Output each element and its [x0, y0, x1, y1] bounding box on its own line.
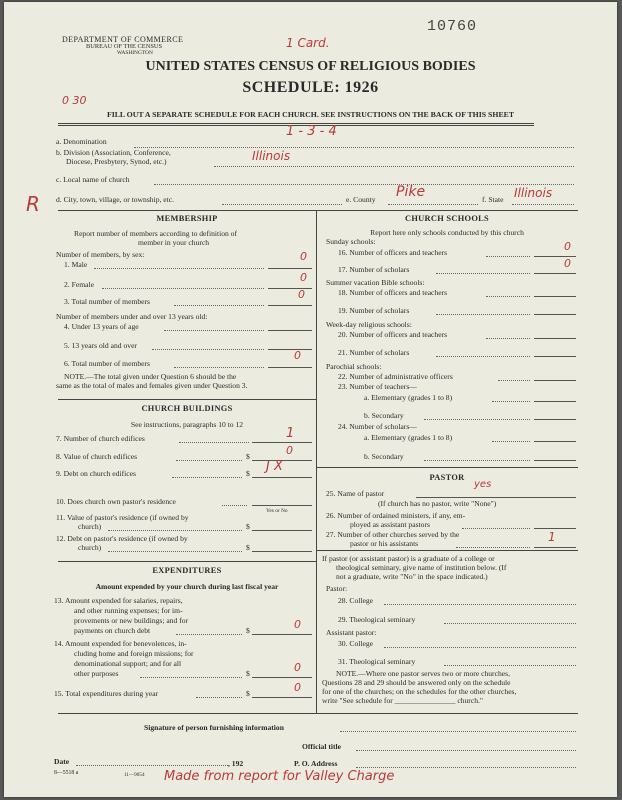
q17-leader — [436, 273, 530, 274]
q9-answer-line[interactable] — [252, 477, 312, 478]
q20-label: 20. Number of officers and teachers — [338, 330, 448, 339]
membership-title: MEMBERSHIP — [156, 214, 218, 223]
q24b-leader — [424, 460, 530, 461]
instructions-line: FILL OUT A SEPARATE SCHEDULE FOR EACH CHURCH. SEE INSTRUCTIONS ON THE BACK OF THIS SHEET — [106, 110, 515, 119]
q13-dollar: $ — [246, 626, 250, 635]
expenditures-title: EXPENDITURES — [152, 566, 222, 575]
q11-label: 11. Value of pastor's residence (if owned by — [56, 513, 189, 522]
parochial-schools-label: Parochial schools: — [326, 362, 382, 371]
handwritten-q13: 0 — [294, 618, 301, 631]
q3-answer-line[interactable] — [268, 305, 312, 306]
handwritten-denomination: 1 - 3 - 4 — [286, 124, 337, 139]
membership-intro: Report number of members according to definition of — [74, 229, 238, 238]
q18-leader — [486, 296, 530, 297]
handwritten-q3: 0 — [298, 288, 305, 301]
q24b-label: b. Secondary — [364, 452, 404, 461]
q31-answer-line[interactable] — [444, 665, 576, 666]
schedule-title: SCHEDULE: 1926 — [242, 79, 379, 96]
q23a-label: a. Elementary (grades 1 to 8) — [364, 393, 453, 402]
q21-answer-line[interactable] — [534, 356, 576, 357]
official-title-label: Official title — [302, 742, 342, 751]
handwritten-footer-note: Made from report for Valley Charge — [164, 769, 395, 784]
field-division-label: b. Division (Association, Conference, — [56, 148, 171, 157]
division-line[interactable] — [214, 166, 574, 167]
handwritten-card: 1 Card. — [286, 36, 330, 50]
q13-answer-line[interactable] — [252, 634, 312, 635]
q31-label: 31. Theological seminary — [338, 657, 416, 666]
field-church-name-label: c. Local name of church — [56, 175, 130, 184]
membership-note-2: same as the total of males and females given under Question 3. — [56, 381, 248, 390]
q13-leader — [176, 634, 242, 635]
q24a-label: a. Elementary (grades 1 to 8) — [364, 433, 453, 442]
field-state-label: f. State — [482, 195, 504, 204]
q27-label: 27. Number of other churches served by the — [326, 530, 460, 539]
q1-label: 1. Male — [64, 260, 88, 269]
q5-answer-line[interactable] — [268, 349, 312, 350]
grid-top-rule — [58, 210, 578, 211]
q25-label: 25. Name of pastor — [326, 489, 385, 498]
pastor-note-2: Questions 28 and 29 should be answered only on the schedule — [322, 678, 511, 687]
q25-hint: (If church has no pastor, write "None") — [378, 499, 497, 508]
q21-label: 21. Number of scholars — [338, 348, 410, 357]
q2-leader — [102, 288, 264, 289]
form-code: 8—5518 a — [54, 770, 79, 776]
q12-label-2: church) — [78, 543, 102, 552]
q22-label: 22. Number of administrative officers — [338, 372, 453, 381]
q14-label: 14. Amount expended for benevolences, in- — [54, 639, 187, 648]
q1-answer-line[interactable] — [268, 268, 312, 269]
q24a-leader — [492, 441, 530, 442]
q4-leader — [164, 330, 264, 331]
q8-label: 8. Value of church edifices — [56, 452, 138, 461]
graduate-note-2: theological seminary, give name of institution below. (If — [336, 563, 507, 572]
church-name-line[interactable] — [154, 184, 574, 185]
q2-answer-line[interactable] — [268, 288, 312, 289]
q11-leader — [108, 530, 242, 531]
q18-label: 18. Number of officers and teachers — [338, 288, 448, 297]
q4-label: 4. Under 13 years of age — [64, 322, 139, 331]
q22-leader — [498, 380, 530, 381]
q23b-label: b. Secondary — [364, 411, 404, 420]
bureau-label: BUREAU OF THE CENSUS — [86, 43, 163, 50]
q1-leader — [94, 268, 264, 269]
q13-label: 13. Amount expended for salaries, repairs, — [54, 596, 183, 605]
q24-label: 24. Number of scholars— — [338, 422, 417, 431]
form-title: UNITED STATES CENSUS OF RELIGIOUS BODIES — [145, 59, 476, 74]
q23-label: 23. Number of teachers— — [338, 382, 417, 391]
city-line[interactable] — [222, 204, 342, 205]
q24a-answer-line[interactable] — [534, 441, 576, 442]
q23b-leader — [424, 419, 530, 420]
q30-label: 30. College — [338, 639, 374, 648]
sunday-schools-label: Sunday schools: — [326, 237, 376, 246]
q11-dollar: $ — [246, 522, 250, 531]
buildings-bottom-rule — [58, 561, 316, 562]
q11-label-2: church) — [78, 522, 102, 531]
q26-answer-line[interactable] — [534, 528, 576, 529]
q26-label-2: ployed as assistant pastors — [350, 520, 430, 529]
q12-answer-line[interactable] — [252, 551, 312, 552]
q15-answer-line[interactable] — [252, 697, 312, 698]
q16-leader — [486, 256, 530, 257]
q19-leader — [436, 314, 530, 315]
handwritten-q27: 1 — [548, 530, 556, 544]
handwritten-division: Illinois — [252, 149, 291, 163]
q14-dollar: $ — [246, 669, 250, 678]
q6-leader — [174, 367, 264, 368]
handwritten-q16: 0 — [564, 240, 571, 253]
handwritten-q25: yes — [474, 479, 492, 490]
pastor-note-4: write "See schedule for ________________ church." — [322, 696, 483, 705]
q30-answer-line[interactable] — [384, 647, 576, 648]
membership-intro-2: member in your church — [138, 238, 210, 247]
handwritten-margin-mark: R — [26, 192, 40, 216]
pastor-sub-label: Pastor: — [326, 584, 348, 593]
yes-no-hint: Yes or No — [266, 508, 288, 514]
schools-bottom-rule — [316, 467, 578, 468]
denomination-line[interactable] — [134, 147, 574, 148]
q14-label-3: denominational support; and for all — [74, 659, 182, 668]
field-division-label-2: Diocese, Presbytery, Synod, etc.) — [66, 157, 167, 166]
q22-answer-line[interactable] — [534, 380, 576, 381]
city-label: WASHINGTON — [117, 50, 153, 56]
q9-leader — [172, 477, 242, 478]
field-denomination-label: a. Denomination — [56, 137, 107, 146]
handwritten-state: Illinois — [514, 186, 553, 200]
pastor-note: NOTE.—Where one pastor serves two or more churches, — [336, 669, 510, 678]
q27-answer-line[interactable] — [534, 547, 576, 548]
date-line[interactable] — [76, 765, 228, 766]
q14-leader — [140, 677, 242, 678]
q26-leader — [462, 528, 530, 529]
grid-center-rule — [316, 210, 317, 713]
q26-label: 26. Number of ordained ministers, if any, em- — [326, 511, 466, 520]
q15-leader — [196, 697, 242, 698]
grid-bottom-rule — [58, 713, 578, 714]
q23b-answer-line[interactable] — [534, 419, 576, 420]
q23a-answer-line[interactable] — [534, 401, 576, 402]
q3-label: 3. Total number of members — [64, 297, 151, 306]
pastor-mid-rule — [316, 550, 578, 551]
q6-label: 6. Total number of members — [64, 359, 151, 368]
q16-label: 16. Number of officers and teachers — [338, 248, 448, 257]
q2-label: 2. Female — [64, 280, 94, 289]
expenditures-subtitle: Amount expended by your church during last fiscal year — [95, 582, 279, 591]
q6-answer-line[interactable] — [268, 367, 312, 368]
form-number: 10760 — [427, 18, 478, 35]
q3-leader — [174, 305, 264, 306]
q28-answer-line[interactable] — [384, 604, 576, 605]
q13-label-4: payments on church debt — [74, 626, 151, 635]
q19-answer-line[interactable] — [534, 314, 576, 315]
buildings-subtitle: See instructions, paragraphs 10 to 12 — [130, 420, 244, 429]
q24b-answer-line[interactable] — [534, 460, 576, 461]
handwritten-q14: 0 — [294, 661, 301, 674]
handwritten-q9: J X — [266, 459, 283, 474]
signature-line[interactable] — [340, 731, 576, 732]
field-city-label: d. City, town, village, or township, etc. — [56, 195, 175, 204]
q8-dollar: $ — [246, 452, 250, 461]
handwritten-q17: 0 — [564, 257, 571, 270]
q13-label-2: and other running expenses; for im- — [74, 606, 183, 615]
q10-leader — [222, 505, 247, 506]
q17-answer-line[interactable] — [534, 273, 576, 274]
q5-leader — [152, 349, 264, 350]
handwritten-q15: 0 — [294, 681, 301, 694]
membership-bottom-rule — [58, 399, 316, 400]
handwritten-q8: 0 — [286, 444, 293, 457]
q7-leader — [179, 442, 249, 443]
assistant-pastor-label: Assistant pastor: — [326, 628, 377, 637]
membership-note: NOTE.—The total given under Question 6 should be the — [64, 372, 237, 381]
date-label: Date — [54, 757, 70, 766]
q14-label-4: other purposes — [74, 669, 119, 678]
q10-answer-line[interactable] — [252, 505, 312, 506]
q19-label: 19. Number of scholars — [338, 306, 410, 315]
pastor-title: PASTOR — [429, 473, 465, 482]
graduate-note: If pastor (or assistant pastor) is a graduate of a college or — [322, 554, 495, 563]
signature-label: Signature of person furnishing information — [144, 723, 284, 732]
q15-label: 15. Total expenditures during year — [54, 689, 159, 698]
handwritten-q2: 0 — [300, 271, 307, 284]
schools-title: CHURCH SCHOOLS — [404, 214, 489, 223]
q25-answer-line[interactable] — [416, 497, 576, 498]
q27-leader — [456, 547, 530, 548]
official-title-line[interactable] — [356, 750, 576, 751]
q9-dollar: $ — [246, 469, 250, 478]
q10-label: 10. Does church own pastor's residence — [56, 497, 176, 506]
q15-dollar: $ — [246, 689, 250, 698]
q17-label: 17. Number of scholars — [338, 265, 410, 274]
q7-answer-line[interactable] — [252, 442, 312, 443]
q12-label: 12. Debt on pastor's residence (if owned by — [56, 534, 188, 543]
handwritten-q7: 1 — [286, 426, 295, 441]
summer-schools-label: Summer vacation Bible schools: — [326, 278, 425, 287]
department-label: DEPARTMENT OF COMMERCE — [62, 35, 184, 44]
buildings-title: CHURCH BUILDINGS — [141, 404, 233, 413]
q29-label: 29. Theological seminary — [338, 615, 416, 624]
q9-label: 9. Debt on church edifices — [56, 469, 136, 478]
q11-answer-line[interactable] — [252, 530, 312, 531]
q7-label: 7. Number of church edifices — [56, 434, 145, 443]
weekday-schools-label: Week-day religious schools: — [326, 320, 412, 329]
q21-leader — [436, 356, 530, 357]
q13-label-3: provements or new buildings; and for — [74, 616, 189, 625]
q23a-leader — [492, 401, 530, 402]
field-county-label: e. County — [346, 195, 376, 204]
q12-dollar: $ — [246, 543, 250, 552]
census-form-sheet — [4, 2, 617, 797]
q20-answer-line[interactable] — [534, 338, 576, 339]
schools-intro: Report here only schools conducted by this church — [370, 228, 524, 237]
members-by-sex-label: Number of members, by sex: — [56, 250, 145, 259]
q29-answer-line[interactable] — [444, 623, 576, 624]
pastor-note-3: for one of the churches; on the schedules for the other churches, — [322, 687, 517, 696]
handwritten-q6: 0 — [294, 349, 301, 362]
address-line[interactable] — [356, 767, 576, 768]
q27-label-2: pastor or his assistants — [350, 539, 419, 548]
q14-answer-line[interactable] — [252, 677, 312, 678]
q4-answer-line[interactable] — [268, 330, 312, 331]
county-line[interactable] — [388, 204, 478, 205]
handwritten-q1: 0 — [300, 250, 307, 263]
q20-leader — [486, 338, 530, 339]
graduate-note-3: not a graduate, write "No" in the space indicated.) — [336, 572, 488, 581]
q8-leader — [176, 460, 242, 461]
q18-answer-line[interactable] — [534, 296, 576, 297]
q14-label-2: cluding home and foreign missions; for — [74, 649, 194, 658]
q28-label: 28. College — [338, 596, 374, 605]
q12-leader — [108, 551, 242, 552]
under-over-label: Number of members under and over 13 years old: — [56, 312, 208, 321]
print-code: 11—9054 — [124, 772, 145, 778]
handwritten-county: Pike — [396, 184, 426, 200]
year-label: , 192 — [228, 759, 244, 768]
address-label: P. O. Address — [294, 759, 338, 768]
state-line[interactable] — [512, 204, 574, 205]
q5-label: 5. 13 years old and over — [64, 341, 137, 350]
handwritten-code: 0 30 — [62, 94, 87, 107]
